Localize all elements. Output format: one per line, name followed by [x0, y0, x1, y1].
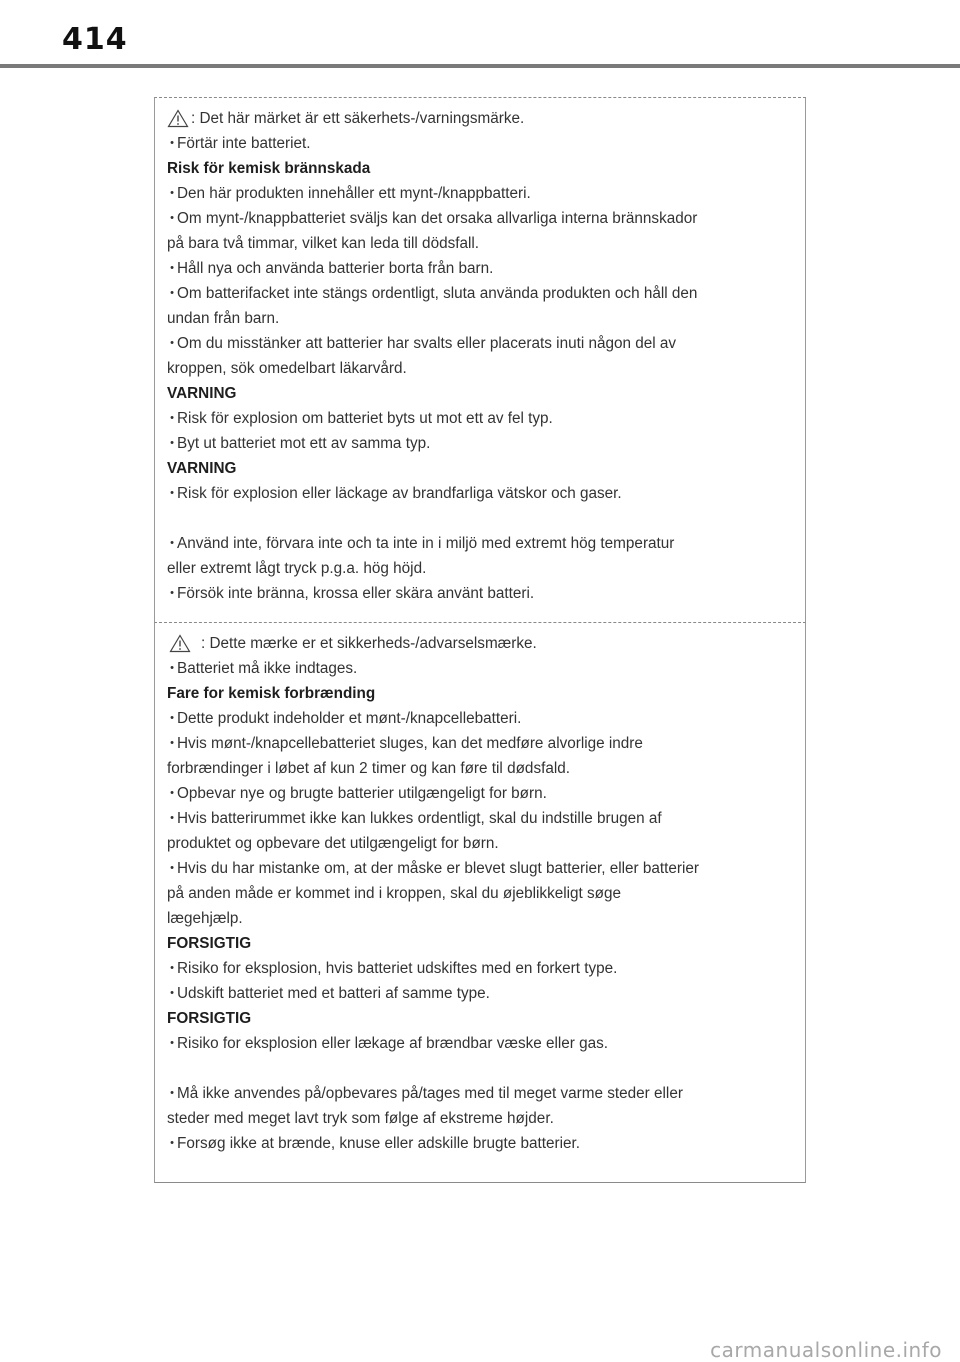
bullet-dot-icon: • [170, 862, 174, 874]
notice-swedish [154, 97, 806, 623]
symbol-note-text: : Det här märket är ett säkerhets-/varningsmärke. [191, 110, 525, 127]
list-item-continuation [167, 231, 793, 256]
line-text: Om du misstänker att batterier har svalts eller placerats inuti någon del av [177, 335, 677, 352]
list-item [167, 781, 793, 806]
list-item [167, 481, 793, 506]
list-item [167, 581, 793, 606]
list-item [167, 806, 793, 831]
bullet-dot-icon: • [170, 287, 174, 299]
bullet-dot-icon: • [170, 712, 174, 724]
list-item [167, 731, 793, 756]
list-item [167, 431, 793, 456]
list-item-continuation [167, 831, 793, 856]
warning-triangle-icon [167, 109, 189, 128]
line-text: eller extremt lågt tryck p.g.a. hög höjd. [167, 560, 427, 577]
line-text: Udskift batteriet med et batteri af samme type. [177, 985, 490, 1002]
line-text: produktet og opbevare det utilgængeligt for børn. [167, 835, 499, 852]
list-item [167, 856, 793, 881]
list-item [167, 531, 793, 556]
line-text: Må ikke anvendes på/opbevares på/tages med til meget varme steder eller [177, 1085, 683, 1102]
line-text: Hvis du har mistanke om, at der måske er blevet slugt batterier, eller batterier [177, 860, 700, 877]
line-text: lægehjælp. [167, 910, 243, 927]
line-text: Om mynt-/knappbatteriet sväljs kan det orsaka allvarliga interna brännskador [177, 210, 698, 227]
bullet-dot-icon: • [170, 437, 174, 449]
section-body-danish [167, 656, 793, 1156]
section-heading [167, 931, 793, 956]
line-text: Om batterifacket inte stängs ordentligt, sluta använda produkten och håll den [177, 285, 698, 302]
bullet-dot-icon: • [170, 737, 174, 749]
list-item [167, 406, 793, 431]
list-item-continuation [167, 906, 793, 931]
line-text: Håll nya och använda batterier borta från barn. [177, 260, 494, 277]
bullet-dot-icon: • [170, 187, 174, 199]
line-text: Dette produkt indeholder et mønt-/knapcellebatteri. [177, 710, 522, 727]
list-item-continuation [167, 1106, 793, 1131]
list-item-continuation [167, 356, 793, 381]
bullet-dot-icon: • [170, 262, 174, 274]
line-text: Risiko for eksplosion, hvis batteriet udskiftes med en forkert type. [177, 960, 618, 977]
list-item [167, 181, 793, 206]
line-text: FORSIGTIG [167, 935, 252, 952]
line-text: forbrændinger i løbet af kun 2 timer og kan føre til dødsfald. [167, 760, 570, 777]
line-text: Risk för explosion eller läckage av brandfarliga vätskor och gaser. [177, 485, 622, 502]
line-text: på bara två timmar, vilket kan leda till dödsfall. [167, 235, 480, 252]
line-text: Hvis batterirummet ikke kan lukkes ordentligt, skal du indstille brugen af [177, 810, 662, 827]
line-text: Använd inte, förvara inte och ta inte in i miljö med extremt hög temperatur [177, 535, 675, 552]
notice-danish [154, 623, 806, 1183]
section-heading [167, 381, 793, 406]
line-text: Risiko for eksplosion eller lækage af brændbar væske eller gas. [177, 1035, 609, 1052]
bullet-dot-icon: • [170, 812, 174, 824]
bullet-dot-icon: • [170, 987, 174, 999]
section-heading [167, 456, 793, 481]
line-text: Risk för explosion om batteriet byts ut mot ett av fel typ. [177, 410, 553, 427]
list-item [167, 206, 793, 231]
line-text: Den här produkten innehåller ett mynt-/knappbatteri. [177, 185, 531, 202]
line-text: Byt ut batteriet mot ett av samma typ. [177, 435, 431, 452]
line-text: FORSIGTIG [167, 1010, 252, 1027]
list-item [167, 706, 793, 731]
watermark: carmanualsonline.info [710, 1338, 942, 1362]
list-item [167, 281, 793, 306]
symbol-note-text: : Dette mærke er et sikkerheds-/advarselsmærke. [201, 635, 537, 652]
bullet-dot-icon: • [170, 787, 174, 799]
bullet-dot-icon: • [170, 337, 174, 349]
line-text: VARNING [167, 385, 237, 402]
list-item-continuation [167, 556, 793, 581]
line-text: Fare for kemisk forbrænding [167, 685, 376, 702]
list-item [167, 1081, 793, 1106]
line-text: steder med meget lavt tryk som følge af ekstreme højder. [167, 1110, 554, 1127]
list-item-continuation [167, 306, 793, 331]
bullet-dot-icon: • [170, 1087, 174, 1099]
section-heading [167, 681, 793, 706]
line-text: VARNING [167, 460, 237, 477]
list-item-continuation [167, 756, 793, 781]
bullet-dot-icon: • [170, 137, 174, 149]
list-item [167, 331, 793, 356]
bullet-dot-icon: • [170, 212, 174, 224]
line-text: Risk för kemisk brännskada [167, 160, 371, 177]
list-item [167, 981, 793, 1006]
list-item-continuation [167, 881, 793, 906]
list-item [167, 1131, 793, 1156]
line-text: Förtär inte batteriet. [177, 135, 311, 152]
bullet-dot-icon: • [170, 412, 174, 424]
line-text: på anden måde er kommet ind i kroppen, skal du øjeblikkeligt søge [167, 885, 622, 902]
bullet-dot-icon: • [170, 1137, 174, 1149]
section-heading [167, 156, 793, 181]
header-rule [0, 64, 960, 68]
line-text: Försök inte bränna, krossa eller skära använt batteri. [177, 585, 535, 602]
line-text: undan från barn. [167, 310, 280, 327]
list-item [167, 956, 793, 981]
list-item [167, 656, 793, 681]
line-text: Forsøg ikke at brænde, knuse eller adskille brugte batterier. [177, 1135, 581, 1152]
warning-triangle-icon [169, 634, 191, 653]
line-text: kroppen, sök omedelbart läkarvård. [167, 360, 407, 377]
page-number: 414 [62, 22, 128, 57]
list-item [167, 256, 793, 281]
bullet-dot-icon: • [170, 487, 174, 499]
bullet-dot-icon: • [170, 587, 174, 599]
section-heading [167, 1006, 793, 1031]
bullet-dot-icon: • [170, 537, 174, 549]
bullet-dot-icon: • [170, 662, 174, 674]
symbol-note-danish [167, 631, 793, 656]
list-item [167, 1031, 793, 1056]
bullet-dot-icon: • [170, 962, 174, 974]
section-body-swedish [167, 131, 793, 606]
line-text: Hvis mønt-/knapcellebatteriet sluges, kan det medføre alvorlige indre [177, 735, 643, 752]
symbol-note-swedish [167, 106, 793, 131]
bullet-dot-icon: • [170, 1037, 174, 1049]
line-text: Opbevar nye og brugte batterier utilgængeligt for børn. [177, 785, 547, 802]
line-text: Batteriet må ikke indtages. [177, 660, 358, 677]
list-item [167, 131, 793, 156]
